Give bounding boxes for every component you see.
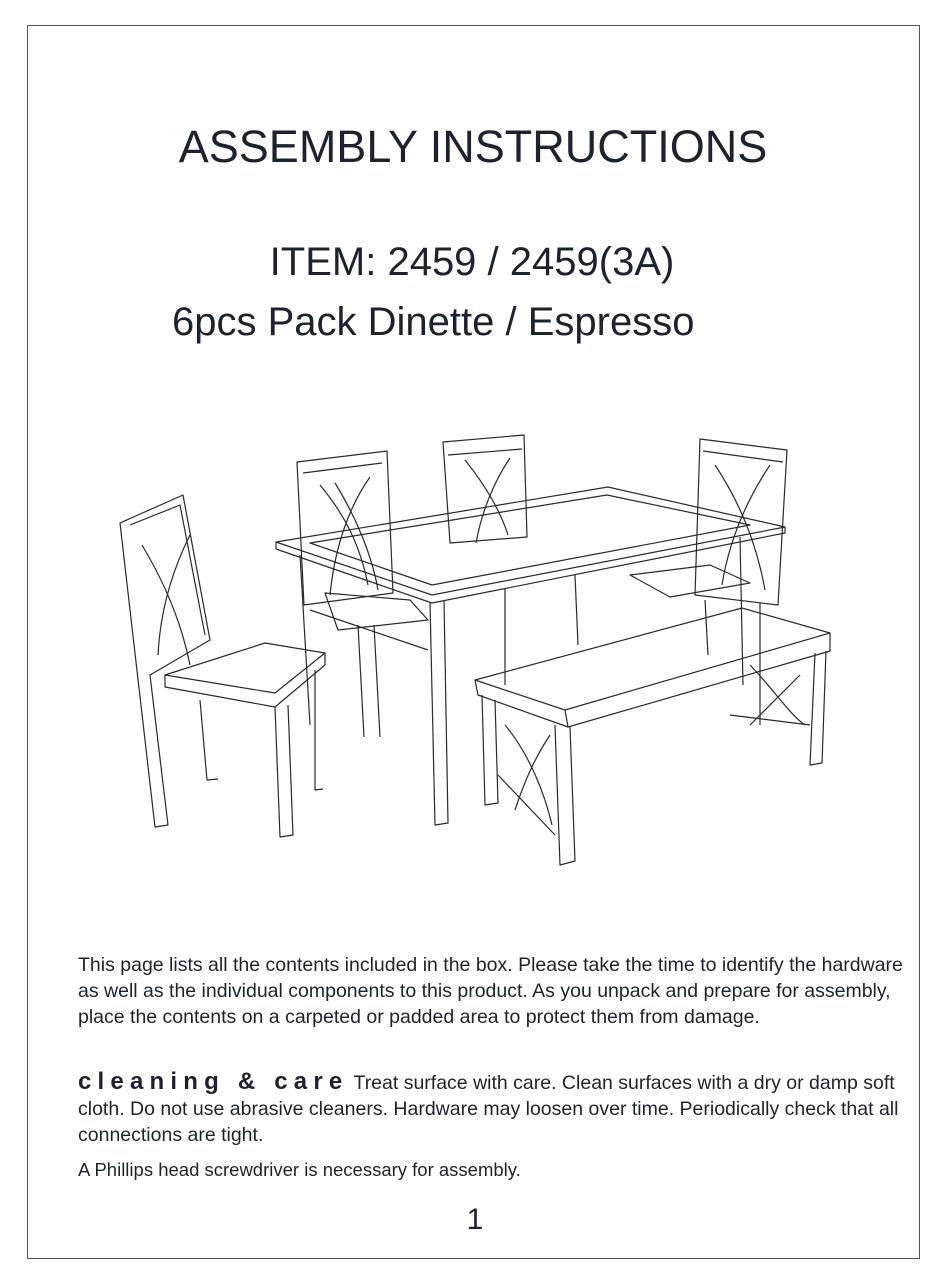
dining-table bbox=[276, 487, 785, 825]
page-number: 1 bbox=[466, 1203, 484, 1236]
care-heading: cleaning & care bbox=[78, 1068, 349, 1095]
page-title: ASSEMBLY INSTRUCTIONS bbox=[178, 121, 768, 172]
intro-paragraph: This page lists all the contents included in the box. Please take the time to identify the hardware as well as the individual components to this product. As you unpack and prepare for assembly, place the contents on a carpeted or padded area to protect them from damage. bbox=[78, 954, 903, 1028]
tool-note: A Phillips head screwdriver is necessary for assembly. bbox=[78, 1159, 521, 1180]
product-name: 6pcs Pack Dinette / Espresso bbox=[172, 300, 695, 344]
chair-front bbox=[120, 495, 325, 837]
chair-back-right bbox=[630, 439, 787, 725]
care-text: Treat surface with care. Clean surfaces with a dry or damp soft cloth. Do not use abrasive cleaners. Hardware may loosen over time. Periodically check that all connections are tight. bbox=[78, 1072, 899, 1146]
chair-back-middle bbox=[443, 435, 527, 543]
bench bbox=[475, 608, 830, 865]
dinette-set-icon bbox=[110, 425, 850, 875]
dinette-set-illustration bbox=[110, 425, 850, 875]
care-paragraph bbox=[78, 1069, 908, 1148]
chair-back-left bbox=[297, 451, 428, 737]
item-number: ITEM: 2459 / 2459(3A) bbox=[269, 240, 675, 284]
